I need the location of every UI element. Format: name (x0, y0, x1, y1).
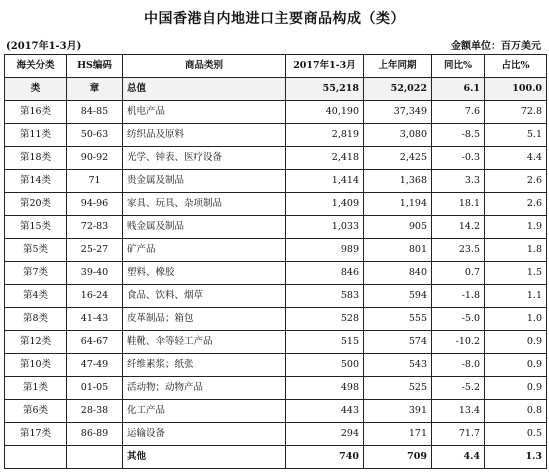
cell-yoy: 71.7 (432, 423, 485, 446)
cell-hs: 28-38 (67, 400, 123, 423)
cell-hs: 39-40 (67, 262, 123, 285)
cell-class: 第12类 (5, 331, 67, 354)
cell-prior: 391 (364, 400, 432, 423)
cell-category: 活动物；动物产品 (123, 377, 286, 400)
cell-class: 第1类 (5, 377, 67, 400)
cell-current: 583 (286, 285, 364, 308)
header-hs-code: HS编码 (67, 55, 123, 78)
cell-prior: 2,425 (364, 147, 432, 170)
header-yoy: 同比% (432, 55, 485, 78)
cell-yoy: 13.4 (432, 400, 485, 423)
cell-hs: 71 (67, 170, 123, 193)
cell-yoy: -8.5 (432, 124, 485, 147)
cell-share: 2.6 (485, 170, 547, 193)
cell-prior: 543 (364, 354, 432, 377)
cell-class: 第11类 (5, 124, 67, 147)
cell-yoy: 3.3 (432, 170, 485, 193)
cell-prior: 52,022 (364, 78, 432, 101)
period-label: (2017年1-3月) (6, 41, 82, 52)
table-row (5, 124, 547, 147)
cell-hs: 01-05 (67, 377, 123, 400)
cell-hs: 72-83 (67, 216, 123, 239)
cell-current: 55,218 (286, 78, 364, 101)
cell-category: 运输设备 (123, 423, 286, 446)
cell-category: 家具、玩具、杂项制品 (123, 193, 286, 216)
table-row (5, 308, 547, 331)
cell-yoy: 18.1 (432, 193, 485, 216)
cell-prior: 594 (364, 285, 432, 308)
cell-class: 第16类 (5, 101, 67, 124)
cell-share: 0.9 (485, 377, 547, 400)
cell-share: 1.3 (485, 446, 547, 469)
table-row (5, 377, 547, 400)
cell-class: 第17类 (5, 423, 67, 446)
cell-category: 机电产品 (123, 101, 286, 124)
cell-yoy: -1.8 (432, 285, 485, 308)
cell-category: 皮革制品；箱包 (123, 308, 286, 331)
cell-prior: 801 (364, 239, 432, 262)
cell-prior: 840 (364, 262, 432, 285)
cell-share: 4.4 (485, 147, 547, 170)
cell-category: 鞋靴、伞等轻工产品 (123, 331, 286, 354)
cell-prior: 709 (364, 446, 432, 469)
cell-current: 515 (286, 331, 364, 354)
cell-current: 2,418 (286, 147, 364, 170)
cell-yoy: 7.6 (432, 101, 485, 124)
table-row (5, 170, 547, 193)
cell-current: 500 (286, 354, 364, 377)
cell-share: 0.9 (485, 331, 547, 354)
cell-prior: 555 (364, 308, 432, 331)
cell-share: 1.0 (485, 308, 547, 331)
cell-hs: 64-67 (67, 331, 123, 354)
cell-yoy: 4.4 (432, 446, 485, 469)
cell-class: 第5类 (5, 239, 67, 262)
cell-share: 0.9 (485, 354, 547, 377)
cell-share: 0.5 (485, 423, 547, 446)
cell-yoy: 23.5 (432, 239, 485, 262)
cell-current: 1,414 (286, 170, 364, 193)
header-prior-period: 上年同期 (364, 55, 432, 78)
cell-class: 第8类 (5, 308, 67, 331)
cell-class: 第14类 (5, 170, 67, 193)
cell-category: 总值 (123, 78, 286, 101)
cell-hs: 90-92 (67, 147, 123, 170)
cell-prior: 1,368 (364, 170, 432, 193)
cell-hs: 50-63 (67, 124, 123, 147)
cell-yoy: -5.0 (432, 308, 485, 331)
cell-share: 0.8 (485, 400, 547, 423)
unit-label: 金额单位：百万美元 (451, 41, 541, 52)
cell-yoy: 14.2 (432, 216, 485, 239)
table-row (5, 285, 547, 308)
cell-category: 矿产品 (123, 239, 286, 262)
cell-share: 1.1 (485, 285, 547, 308)
cell-current: 294 (286, 423, 364, 446)
header-current-period: 2017年1-3月 (286, 55, 364, 78)
cell-prior: 905 (364, 216, 432, 239)
cell-hs (67, 446, 123, 469)
table-header-row (5, 55, 547, 78)
table-row (5, 216, 547, 239)
header-share: 占比% (485, 55, 547, 78)
cell-share: 1.8 (485, 239, 547, 262)
cell-class: 第10类 (5, 354, 67, 377)
cell-current: 498 (286, 377, 364, 400)
page-title: 中国香港自内地进口主要商品构成（类） (144, 11, 405, 27)
cell-category: 光学、钟表、医疗设备 (123, 147, 286, 170)
cell-current: 528 (286, 308, 364, 331)
cell-yoy: -10.2 (432, 331, 485, 354)
table-row (5, 239, 547, 262)
cell-category: 贵金属及制品 (123, 170, 286, 193)
cell-hs: 16-24 (67, 285, 123, 308)
table-row (5, 193, 547, 216)
cell-category: 贱金属及制品 (123, 216, 286, 239)
cell-hs: 47-49 (67, 354, 123, 377)
cell-share: 5.1 (485, 124, 547, 147)
cell-class (5, 446, 67, 469)
cell-class: 第15类 (5, 216, 67, 239)
cell-class: 第18类 (5, 147, 67, 170)
cell-yoy: 0.7 (432, 262, 485, 285)
table-row (5, 400, 547, 423)
cell-hs: 41-43 (67, 308, 123, 331)
cell-current: 443 (286, 400, 364, 423)
cell-category: 化工产品 (123, 400, 286, 423)
cell-class: 第4类 (5, 285, 67, 308)
cell-class: 第20类 (5, 193, 67, 216)
cell-category: 食品、饮料、烟草 (123, 285, 286, 308)
table-row (5, 147, 547, 170)
cell-prior: 574 (364, 331, 432, 354)
table-row (5, 331, 547, 354)
header-customs-class: 海关分类 (5, 55, 67, 78)
cell-yoy: -5.2 (432, 377, 485, 400)
cell-category: 其他 (123, 446, 286, 469)
cell-current: 740 (286, 446, 364, 469)
cell-hs: 25-27 (67, 239, 123, 262)
cell-share: 1.5 (485, 262, 547, 285)
table-row (5, 354, 547, 377)
cell-category: 纤维素浆；纸张 (123, 354, 286, 377)
cell-hs: 章 (67, 78, 123, 101)
cell-category: 塑料、橡胶 (123, 262, 286, 285)
cell-share: 2.6 (485, 193, 547, 216)
cell-yoy: -0.3 (432, 147, 485, 170)
table-row (5, 423, 547, 446)
cell-class: 第7类 (5, 262, 67, 285)
cell-current: 1,409 (286, 193, 364, 216)
cell-hs: 86-89 (67, 423, 123, 446)
cell-class: 第6类 (5, 400, 67, 423)
cell-prior: 1,194 (364, 193, 432, 216)
cell-hs: 84-85 (67, 101, 123, 124)
cell-hs: 94-96 (67, 193, 123, 216)
cell-current: 1,033 (286, 216, 364, 239)
cell-share: 100.0 (485, 78, 547, 101)
cell-current: 989 (286, 239, 364, 262)
cell-class: 类 (5, 78, 67, 101)
cell-prior: 525 (364, 377, 432, 400)
header-category: 商品类别 (123, 55, 286, 78)
cell-prior: 3,080 (364, 124, 432, 147)
table-row (5, 101, 547, 124)
cell-current: 2,819 (286, 124, 364, 147)
section-row (5, 78, 547, 101)
total-row (5, 446, 547, 469)
cell-current: 846 (286, 262, 364, 285)
table-row (5, 262, 547, 285)
cell-current: 40,190 (286, 101, 364, 124)
cell-yoy: 6.1 (432, 78, 485, 101)
cell-category: 纺织品及原料 (123, 124, 286, 147)
cell-prior: 37,349 (364, 101, 432, 124)
cell-yoy: -8.0 (432, 354, 485, 377)
cell-share: 72.8 (485, 101, 547, 124)
cell-prior: 171 (364, 423, 432, 446)
cell-share: 1.9 (485, 216, 547, 239)
commodity-table (4, 54, 547, 469)
